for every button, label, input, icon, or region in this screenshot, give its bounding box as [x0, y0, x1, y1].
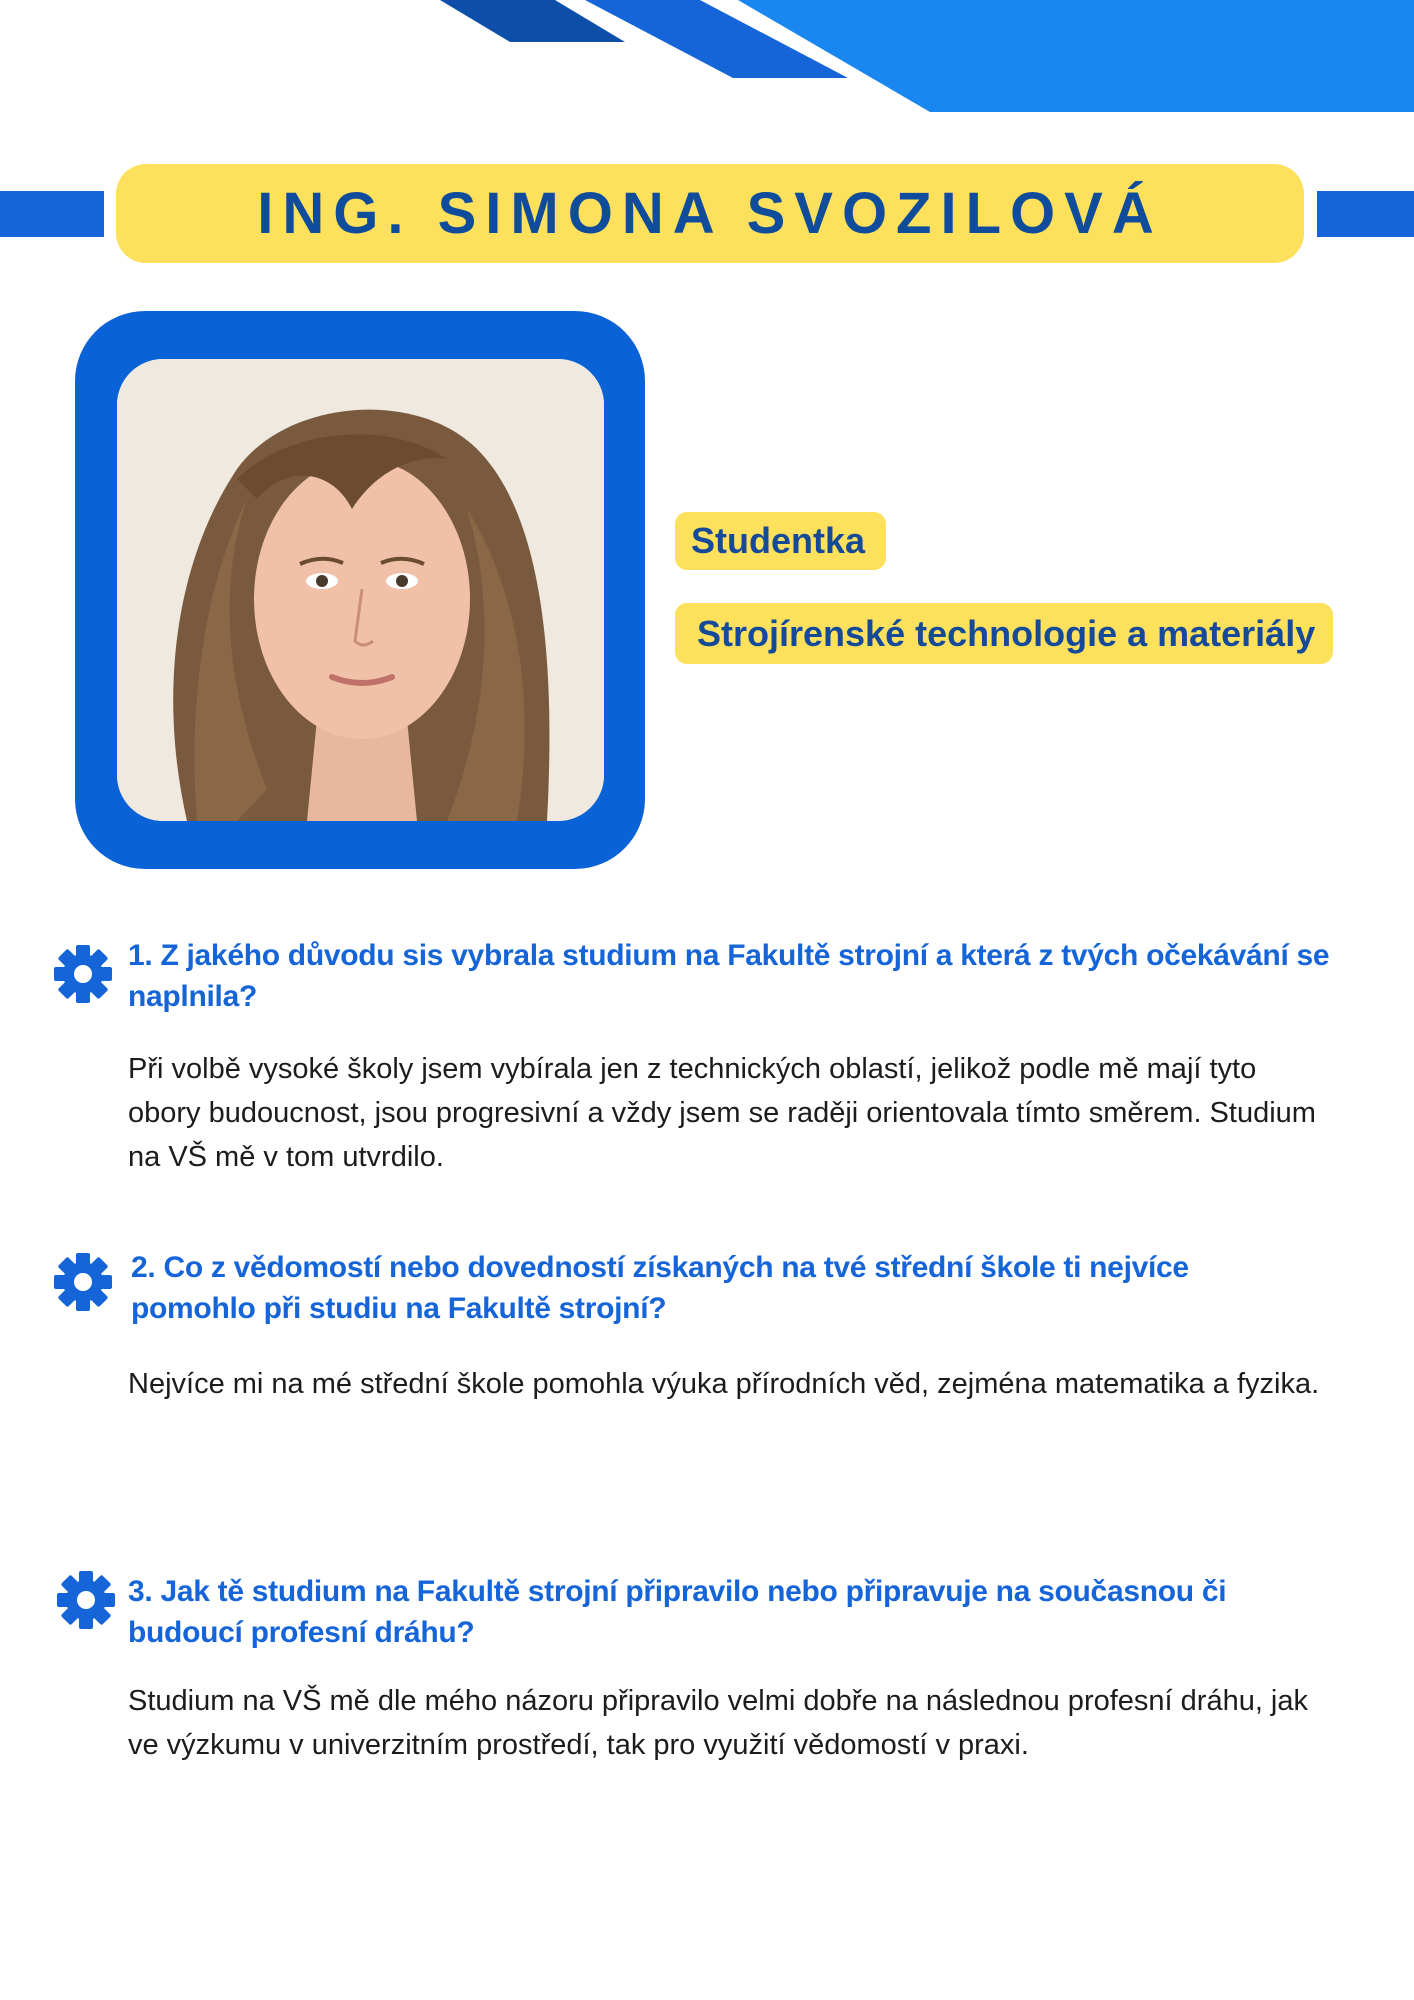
question-3: 3. Jak tě studium na Fakultě strojní připravilo nebo připravuje na současnou či budoucí profesní dráhu?: [128, 1575, 1227, 1649]
role-tag: [675, 512, 886, 570]
gear-icon: [56, 1570, 116, 1630]
field-tag: [675, 603, 1333, 664]
answer-1: Při volbě vysoké školy jsem vybírala jen z technických oblastí, jelikož podle mě mají tyto obory budoucnost, jsou progresivní a vždy jsem se raději orientovala tímto směrem. Studium na VŠ mě v tom utvrdilo.: [128, 1053, 1316, 1173]
left-accent-bar: [0, 191, 104, 237]
question-2: 2. Co z vědomostí nebo dovedností získaných na tvé střední škole ti nejvíce pomohlo při studiu na Fakultě strojní?: [131, 1251, 1189, 1325]
gear-icon: [53, 944, 113, 1004]
gear-icon: [53, 1252, 113, 1312]
profile-photo: [117, 359, 604, 821]
field-label: Strojírenské technologie a materiály: [697, 612, 1316, 654]
name-banner: [116, 164, 1304, 263]
header-decoration: [0, 0, 1414, 120]
page-title: ING. SIMONA SVOZILOVÁ: [257, 181, 1163, 246]
answer-2: Nejvíce mi na mé střední škole pomohla výuka přírodních věd, zejména matematika a fyzika.: [128, 1368, 1320, 1400]
role-label: Studentka: [691, 520, 866, 561]
right-accent-bar: [1317, 191, 1414, 237]
question-1: 1. Z jakého důvodu sis vybrala studium na Fakultě strojní a která z tvých očekávání se naplnila?: [128, 939, 1330, 1013]
portrait-photo: [117, 359, 604, 821]
answer-3: Studium na VŠ mě dle mého názoru připravilo velmi dobře na následnou profesní dráhu, jak ve výzkumu v univerzitním prostředí, tak pro využití vědomostí v praxi.: [128, 1685, 1309, 1761]
